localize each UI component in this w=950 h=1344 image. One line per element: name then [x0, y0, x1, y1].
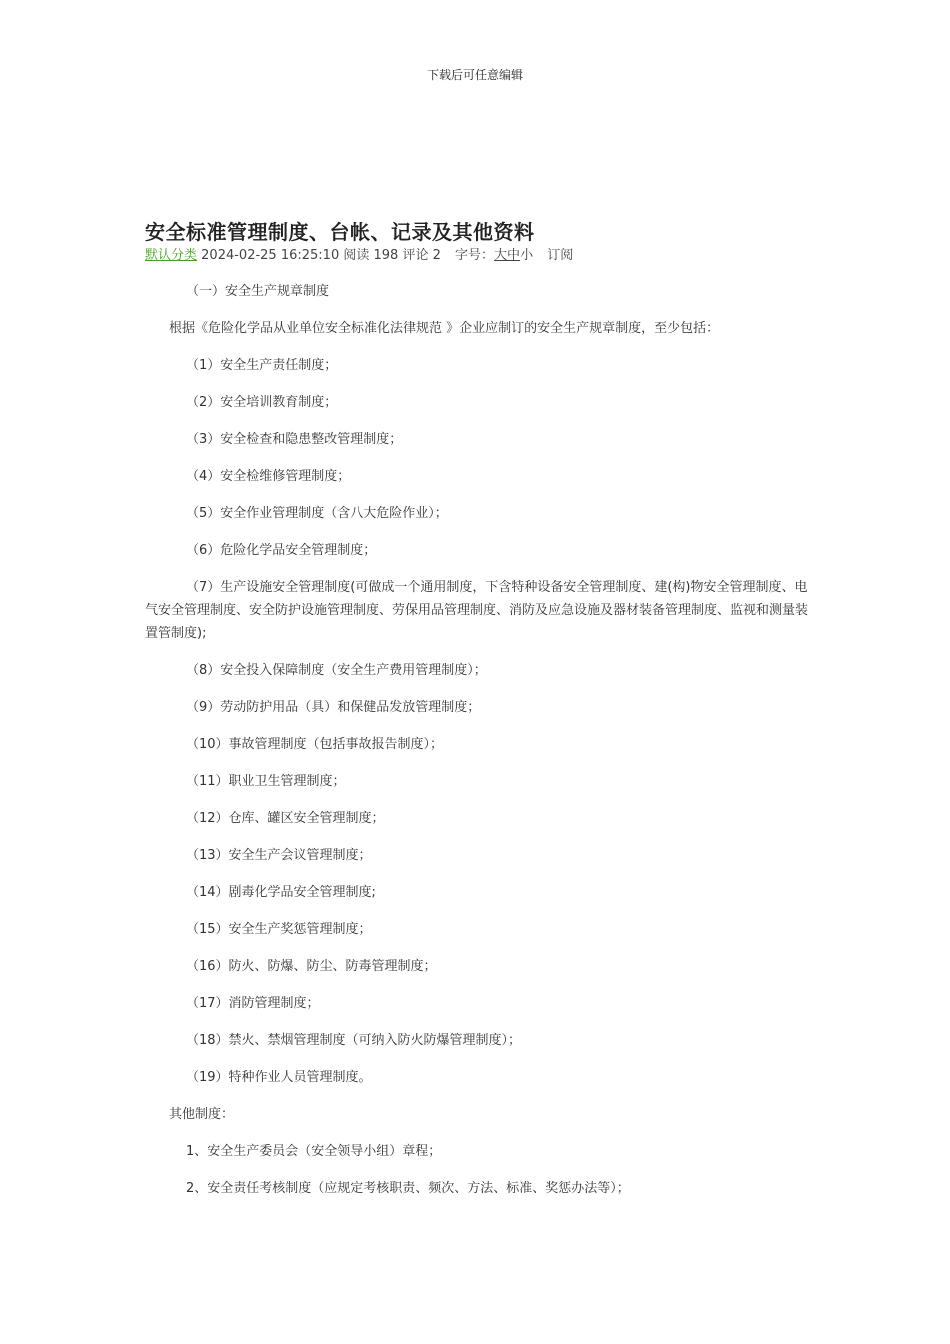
list-item: （16）防火、防爆、防尘、防毒管理制度；: [186, 959, 437, 974]
list-item: （11）职业卫生管理制度；: [186, 774, 346, 789]
font-size-label: 字号：: [455, 248, 495, 263]
font-medium-button[interactable]: 中: [507, 248, 521, 263]
article-meta: [145, 246, 810, 266]
rule-list: [145, 354, 810, 1089]
font-small-button[interactable]: 小: [520, 248, 534, 263]
header-note: 下载后可任意编辑: [426, 68, 523, 82]
list-item: （10）事故管理制度（包括事故报告制度）；: [186, 737, 444, 752]
read-count: 阅读 198: [343, 248, 399, 263]
other-title: 其他制度：: [169, 1107, 235, 1122]
category-link[interactable]: 默认分类: [145, 248, 198, 263]
font-large-button[interactable]: 大: [494, 248, 508, 263]
article-title: 安全标准管理制度、台帐、记录及其他资料: [145, 220, 535, 244]
list-item: （9）劳动防护用品（具）和保健品发放管理制度；: [186, 700, 481, 715]
list-item: （12）仓库、罐区安全管理制度；: [186, 811, 385, 826]
post-datetime: 2024-02-25 16:25:10: [201, 248, 340, 263]
list-item: （19）特种作业人员管理制度。: [186, 1070, 372, 1085]
list-item: （1）安全生产责任制度；: [186, 358, 338, 373]
other-rule-list: [145, 1140, 810, 1200]
list-item: （14）剧毒化学品安全管理制度;: [186, 885, 376, 900]
article-body: [145, 280, 810, 1200]
list-item: （2）安全培训教育制度；: [186, 395, 338, 410]
list-item: （4）安全检维修管理制度；: [186, 469, 351, 484]
list-item: （15）安全生产奖惩管理制度；: [186, 922, 372, 937]
list-item: （13）安全生产会议管理制度；: [186, 848, 372, 863]
intro-paragraph: 根据《危险化学品从业单位安全标准化法律规范 》企业应制订的安全生产规章制度，至少包括：: [169, 321, 720, 336]
article: [145, 218, 810, 1214]
section-title: （一）安全生产规章制度: [186, 284, 330, 299]
list-item: （7）生产设施安全管理制度(可做成一个通用制度，下含特种设备安全管理制度、建(构)物安全管理制度、电气安全管理制度、安全防护设施管理制度、劳保用品管理制度、消防及应急设施及器材装备管理制度、监视和测量装置管制度);: [145, 580, 809, 641]
list-item: （17）消防管理制度；: [186, 996, 320, 1011]
list-item: （18）禁火、禁烟管理制度（可纳入防火防爆管理制度）；: [186, 1033, 522, 1048]
list-item: （5）安全作业管理制度（含八大危险作业）；: [186, 506, 448, 521]
comment-count[interactable]: 评论 2: [402, 248, 441, 263]
list-item: （6）危险化学品安全管理制度；: [186, 543, 377, 558]
list-item: 2、安全责任考核制度（应规定考核职责、频次、方法、标准、奖惩办法等）；: [186, 1181, 630, 1196]
list-item: 1、安全生产委员会（安全领导小组）章程；: [186, 1144, 442, 1159]
subscribe-link[interactable]: 订阅: [547, 248, 574, 263]
list-item: （3）安全检查和隐患整改管理制度；: [186, 432, 403, 447]
list-item: （8）安全投入保障制度（安全生产费用管理制度）；: [186, 663, 487, 678]
